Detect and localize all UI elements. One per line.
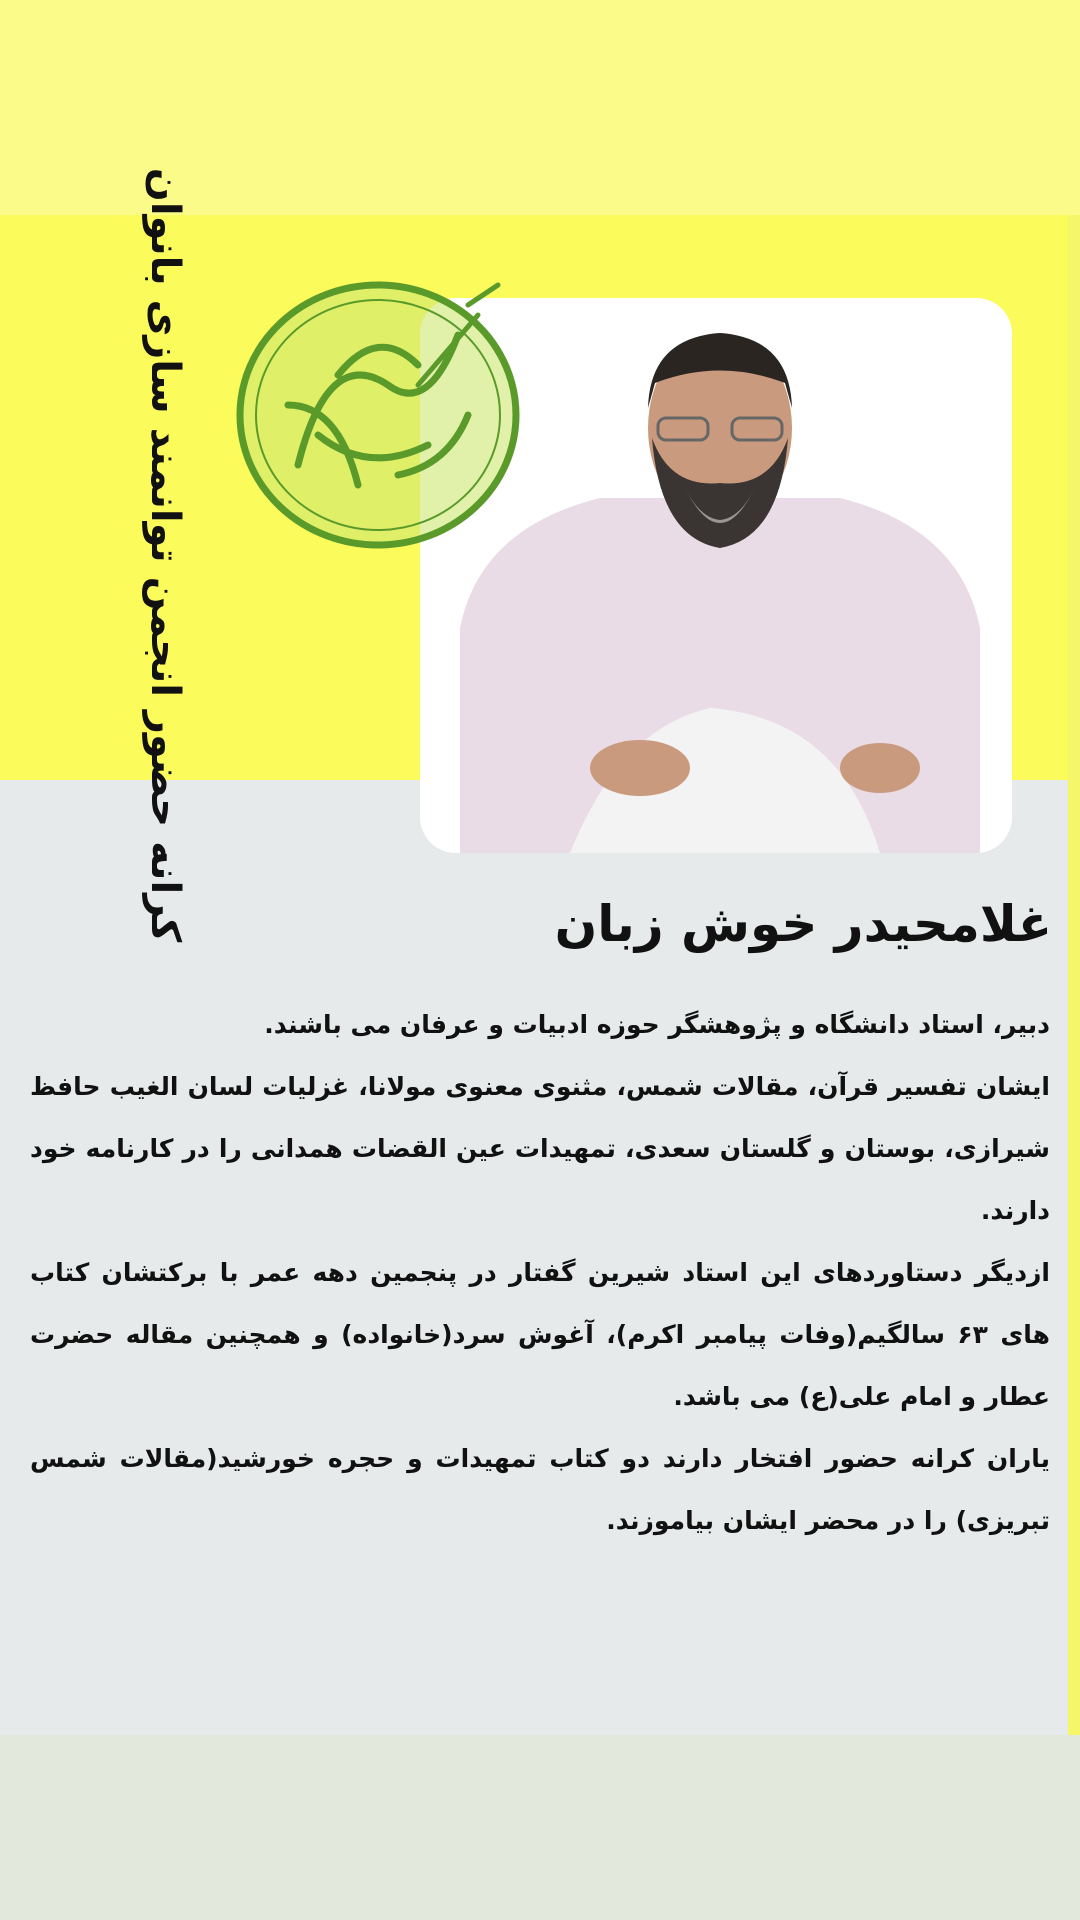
bio-line: تبریزی) را در محضر ایشان بیاموزند. xyxy=(606,1506,1050,1535)
bio-line: های ۶۳ سالگیم(وفات پیامبر اکرم)، آغوش سرد(خانواده) و همچنین مقاله حضرت xyxy=(30,1320,1050,1349)
biography xyxy=(30,1005,1050,1563)
bottom-band xyxy=(0,1735,1080,1920)
bio-line: یاران کرانه حضور افتخار دارند دو کتاب تمهیدات و حجره خورشید(مقالات شمس xyxy=(30,1444,1050,1473)
bio-line: ازدیگر دستاوردهای این استاد شیرین گفتار در پنجمین دهه عمر با برکتشان کتاب xyxy=(30,1258,1050,1287)
bio-line: دارند. xyxy=(980,1196,1050,1225)
association-logo xyxy=(228,265,528,565)
bio-line: دبیر، استاد دانشگاه و پژوهشگر حوزه ادبیات و عرفان می باشند. xyxy=(264,1010,1050,1039)
vertical-title: کرانه حضور انجمن توانمند سازی بانوان xyxy=(142,167,188,943)
bio-line: عطار و امام علی(ع) می باشد. xyxy=(673,1382,1050,1411)
bio-line: ایشان تفسیر قرآن، مقالات شمس، مثنوی معنوی مولانا، غزلیات لسان الغیب حافظ xyxy=(30,1072,1050,1101)
person-name: غلامحیدر خوش زبان xyxy=(554,895,1052,953)
bio-line: شیرازی، بوستان و گلستان سعدی، تمهیدات عین القضات همدانی را در کارنامه خود xyxy=(30,1134,1050,1163)
right-strip xyxy=(1068,215,1080,1735)
